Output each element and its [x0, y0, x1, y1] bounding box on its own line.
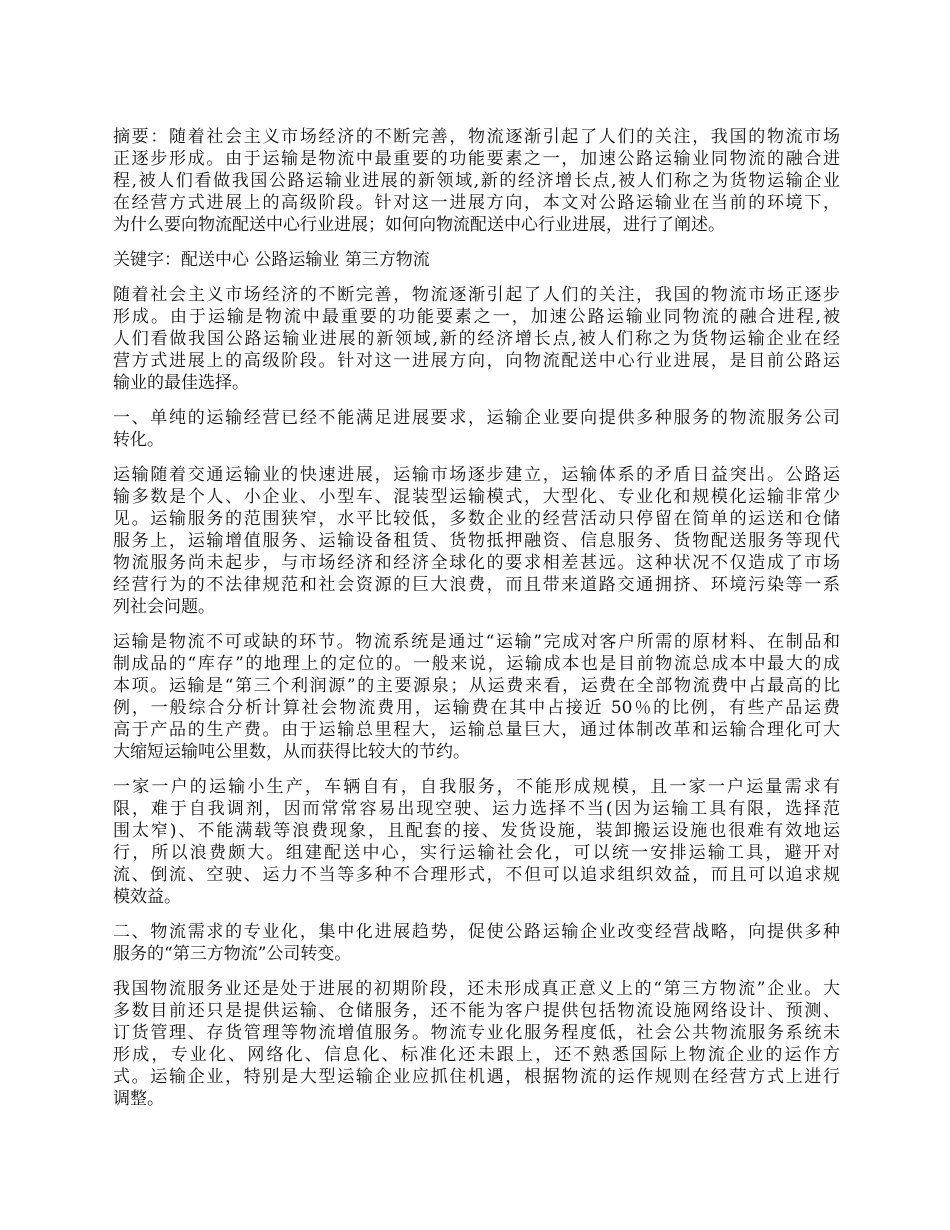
- text-line: 高于产品的生产费。由于运输总里程大，运输总量巨大，通过体制改革和运输合理化可大: [113, 720, 840, 740]
- text-line: 转化。: [113, 430, 164, 450]
- text-line: 物流服务尚未起步，与市场经济和经济全球化的要求相差甚远。这种状况不仅造成了市场: [113, 553, 840, 573]
- text-line: 输多数是个人、小企业、小型车、混装型运输模式，大型化、专业化和规模化运输非常少: [113, 487, 840, 507]
- section-heading: [113, 921, 840, 965]
- text-line: 调整。: [113, 1089, 164, 1109]
- text-line: 模效益。: [113, 887, 181, 907]
- text-line: 程,被人们看做我国公路运输业进展的新领域,新的经济增长点,被人们称之为货物运输企业: [113, 171, 840, 191]
- section-heading: [113, 407, 840, 451]
- text-line: 经营行为的不法律规范和社会资源的巨大浪费，而且带来道路交通拥挤、环境污染等一系: [113, 575, 840, 595]
- text-line: 围太窄)、不能满载等浪费现象，且配套的接、发货设施，装卸搬运设施也很难有效地运: [113, 821, 840, 841]
- text-line: 制成品的“库存”的地理上的定位的。一般来说，运输成本也是目前物流总成本中最大的成: [113, 654, 840, 674]
- text-line: 订货管理、存货管理等物流增值服务。物流专业化服务程度低，社会公共物流服务系统未: [113, 1023, 840, 1043]
- text-line: 一家一户的运输小生产，车辆自有，自我服务，不能形成规模，且一家一户运量需求有: [113, 777, 840, 797]
- text-line: 运输是物流不可或缺的环节。物流系统是通过“运输”完成对客户所需的原材料、在制品和: [113, 632, 840, 652]
- body-paragraph: [113, 978, 840, 1110]
- text-line: 例，一般综合分析计算社会物流费用，运输费在其中占接近 50％的比例，有些产品运费: [113, 698, 840, 718]
- text-line: 列社会问题。: [113, 597, 215, 617]
- text-line: 二、物流需求的专业化，集中化进展趋势，促使公路运输企业改变经营战略，向提供多种: [113, 922, 840, 942]
- text-line: 运输随着交通运输业的快速进展，运输市场逐步建立，运输体系的矛盾日益突出。公路运: [113, 465, 840, 485]
- body-paragraph: [113, 464, 840, 618]
- text-line: 形成。由于运输是物流中最重要的功能要素之一，加速公路运输业同物流的融合进程,被: [113, 307, 840, 327]
- text-line: 服务的“第三方物流”公司转变。: [113, 944, 352, 964]
- text-line: 限，难于自我调剂，因而常常容易出现空驶、运力选择不当(因为运输工具有限，选择范: [113, 799, 840, 819]
- body-paragraph: [113, 631, 840, 763]
- text-line: 服务上，运输增值服务、运输设备租赁、货物抵押融资、信息服务、货物配送服务等现代: [113, 531, 840, 551]
- text-line: 关键字：配送中心 公路运输业 第三方物流: [113, 250, 430, 270]
- text-line: 正逐步形成。由于运输是物流中最重要的功能要素之一，加速公路运输业同物流的融合进: [113, 149, 840, 169]
- keywords-line: [113, 249, 840, 271]
- text-line: 人们看做我国公路运输业进展的新领域,新的经济增长点,被人们称之为货物运输企业在经: [113, 329, 840, 349]
- text-line: 输业的最佳选择。: [113, 373, 249, 393]
- text-line: 式。运输企业，特别是大型运输企业应抓住机遇，根据物流的运作规则在经营方式上进行: [113, 1067, 840, 1087]
- body-paragraph: [113, 284, 840, 394]
- text-line: 大缩短运输吨公里数，从而获得比较大的节约。: [113, 742, 470, 762]
- text-line: 一、单纯的运输经营已经不能满足进展要求，运输企业要向提供多种服务的物流服务公司: [113, 408, 840, 428]
- text-line: 摘要：随着社会主义市场经济的不断完善，物流逐渐引起了人们的关注，我国的物流市场: [113, 127, 840, 147]
- text-line: 多数目前还只是提供运输、仓储服务，还不能为客户提供包括物流设施网络设计、预测、: [113, 1001, 840, 1021]
- text-line: 我国物流服务业还是处于进展的初期阶段，还未形成真正意义上的“第三方物流”企业。大: [113, 979, 840, 999]
- text-line: 随着社会主义市场经济的不断完善，物流逐渐引起了人们的关注，我国的物流市场正逐步: [113, 285, 840, 305]
- text-line: 流、倒流、空驶、运力不当等多种不合理形式，不但可以追求组织效益，而且可以追求规: [113, 865, 840, 885]
- text-line: 在经营方式进展上的高级阶段。针对这一进展方向，本文对公路运输业在当前的环境下，: [113, 193, 840, 213]
- text-line: 本项。运输是“第三个利润源”的主要源泉；从运费来看，运费在全部物流费中占最高的比: [113, 676, 840, 696]
- abstract-paragraph: [113, 126, 840, 236]
- text-line: 见。运输服务的范围狭窄，水平比较低，多数企业的经营活动只停留在简单的运送和仓储: [113, 509, 840, 529]
- text-line: 行，所以浪费颇大。组建配送中心，实行运输社会化，可以统一安排运输工具，避开对: [113, 843, 840, 863]
- text-line: 为什么要向物流配送中心行业进展；如何向物流配送中心行业进展，进行了阐述。: [113, 215, 725, 235]
- text-line: 营方式进展上的高级阶段。针对这一进展方向，向物流配送中心行业进展，是目前公路运: [113, 351, 840, 371]
- document-body: [113, 126, 840, 1123]
- text-line: 形成，专业化、网络化、信息化、标准化还未跟上，还不熟悉国际上物流企业的运作方: [113, 1045, 840, 1065]
- body-paragraph: [113, 776, 840, 908]
